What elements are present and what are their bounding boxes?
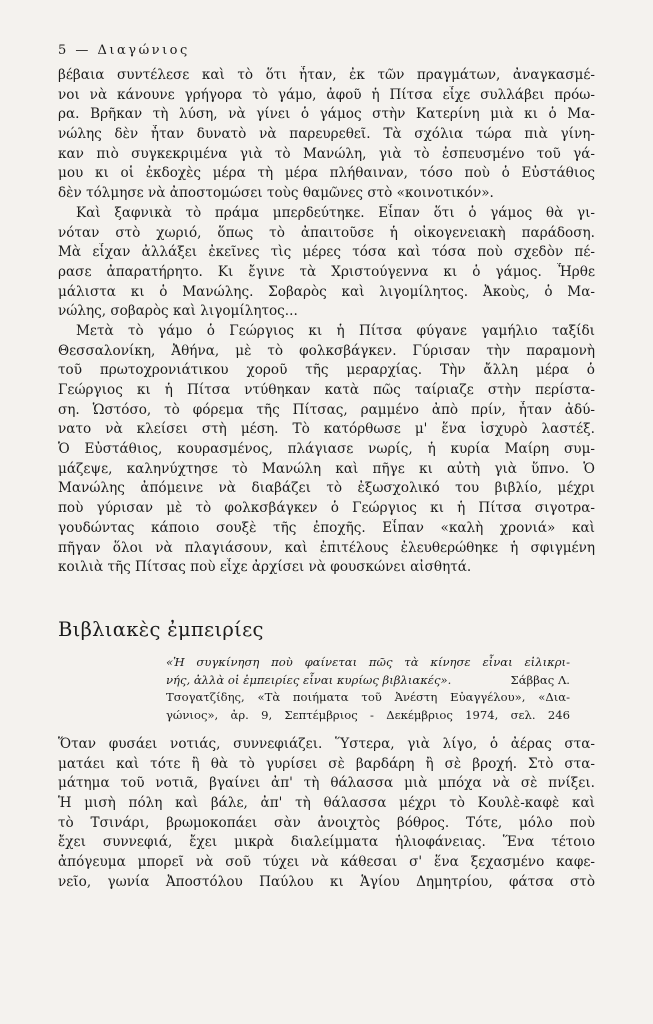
epigraph-line <box>166 672 570 690</box>
running-head: 5 — Διαγώνιος <box>58 43 190 58</box>
text-line: Μὰ εἶχαν ἀλλάξει ἐκεῖνες τὶς μέρες τόσα καὶ τόσα ποὺ σχεδὸν πέ- <box>58 244 595 261</box>
text-line: νώλης δὲν ἦταν δυνατὸ νὰ παρευρεθεῖ. Τὰ σχόλια τώρα πιὰ γίνη- <box>58 126 595 143</box>
text-line: καν πιὸ συγκεκριμένα γιὰ τὸ Μανώλη, γιὰ τὸ ἐσπευσμένο τοῦ γά- <box>58 145 595 162</box>
text-line: μου κι οἱ ἐκδοχὲς μέρα τὴ μέρα πλήθαιναν, τόσο ποὺ ὁ Εὐστάθιος <box>58 165 595 182</box>
text-line: ρασε ἀπαρατήρητο. Κι ἔγινε τὰ Χριστούγεννα κι ὁ γάμος. Ἦρθε <box>58 263 595 280</box>
epigraph-citation-line: Τσογατζίδης, «Τὰ ποιήματα τοῦ Ἀνέστη Εὐαγγέλου», «Δια- <box>166 690 570 705</box>
text-line: ματάει καὶ τότε ἢ θὰ τὸ γυρίσει σὲ βαρδάρη ἢ σὲ βροχή. Στὸ στα- <box>58 755 595 772</box>
text-line: κοιλιὰ τῆς Πίτσας ποὺ εἶχε ἀρχίσει νὰ φουσκώνει αἰσθητά. <box>58 559 472 576</box>
epigraph-quote-line: νής, ἀλλὰ οἱ ἐμπειρίες εἶναι κυρίως βιβλιακές». <box>166 672 452 687</box>
text-line: ἀπόγευμα μπορεῖ νὰ σοῦ τύχει νὰ κάθεσαι σ' ἕνα ξεχασμένο καφε- <box>58 854 595 871</box>
text-line: Θεσσαλονίκη, Ἀθήνα, μὲ τὸ φολκσβάγκεν. Γύρισαν τὴν παραμονὴ <box>58 342 595 359</box>
text-line: νατο νὰ κλείσει στὴ μέση. Τὸ κατόρθωσε μ' ἕνα ἰσχυρὸ λαστέξ. <box>58 421 595 438</box>
text-line: μάζεψε, καληνύχτησε τὸ Μανώλη καὶ πῆγε κι αὐτὴ γιὰ ὕπνο. Ὁ <box>58 460 595 477</box>
body-text-section-2 <box>58 735 595 893</box>
text-line: ση. Ὡστόσο, τὸ φόρεμα τῆς Πίτσας, ραμμένο ἀπὸ πρίν, ἦταν ἀδύ- <box>58 401 595 418</box>
text-line: δὲν τόλμησε νὰ ἀποστομώσει τοὺς θαμῶνες στὸ «κοινοτικόν». <box>58 185 494 202</box>
text-line: γουδώντας κάποιο σουξὲ τῆς ἐποχῆς. Εἶπαν «καλὴ χρονιά» καὶ <box>58 519 595 536</box>
text-line: νεῖο, γωνία Ἀποστόλου Παύλου κι Ἁγίου Δημητρίου, φάτσα στὸ <box>58 873 595 890</box>
epigraph-citation-line: γώνιος», ἀρ. 9, Σεπτέμβριος - Δεκέμβριος 1974, σελ. 246 <box>166 707 570 722</box>
section-heading: Βιβλιακὲς ἐμπειρίες <box>58 618 264 641</box>
text-line: Καὶ ξαφνικὰ τὸ πράμα μπερδεύτηκε. Εἶπαν ὅτι ὁ γάμος θὰ γι- <box>76 204 595 221</box>
text-line: ἔχει συννεφιά, ἔχει μικρὰ διαλείμματα ἡλιοφάνειας. Ἕνα τέτοιο <box>58 834 595 851</box>
text-line: ποὺ γύρισαν μὲ τὸ φολκσβάγκεν ὁ Γεώργιος κι ἡ Πίτσα σιγοτρα- <box>58 500 595 517</box>
text-line: Ὁ Εὐστάθιος, κουρασμένος, πλάγιασε νωρίς, ἡ κυρία Μαίρη συμ- <box>58 441 595 458</box>
text-line: τὸ Τσινάρι, βρωμοκοπάει σὰν ἀνοιχτὸς βόθρος. Τότε, μόλο ποὺ <box>58 814 595 831</box>
body-text-section-1 <box>58 66 595 578</box>
text-line: Μετὰ τὸ γάμο ὁ Γεώργιος κι ἡ Πίτσα φύγανε γαμήλιο ταξίδι <box>76 322 595 339</box>
text-line: Γεώργιος κι ἡ Πίτσα ντύθηκαν κατὰ πῶς ταίριαζε στὴν περίστα- <box>58 382 595 398</box>
text-line: νόταν στὸ χωριό, ὅπως τὸ ἀπαιτοῦσε ἡ οἰκογενειακὴ παράδοση. <box>58 224 595 241</box>
epigraph-author: Σάββας Λ. <box>510 672 570 687</box>
text-line: μάτημα τοῦ νοτιᾶ, βγαίνει ἀπ' τὴ θάλασσα μιὰ μπόχα νὰ σὲ πνίξει. <box>58 775 595 792</box>
text-line: πῆγαν ὅλοι νὰ πλαγιάσουν, καὶ ἐπιτέλους ἐλευθερώθηκε ἡ σφιγμένη <box>58 539 595 556</box>
text-line: Μανώλης ἀπόμεινε νὰ διαβάζει τὸ ἐξωσχολικό του βιβλίο, μέχρι <box>58 480 595 497</box>
text-line: νοι νὰ κάνουνε γρήγορα τὸ γάμο, ἀφοῦ ἡ Πίτσα εἶχε συλλάβει πρόω- <box>58 86 595 103</box>
text-line: Ἡ μισὴ πόλη καὶ βάλε, ἀπ' τὴ θάλασσα μέχρι τὸ Κουλὲ-καφὲ καὶ <box>58 795 595 812</box>
epigraph <box>166 654 570 724</box>
text-line: μάλιστα κι ὁ Μανώλης. Σοβαρὸς καὶ λιγομίλητος. Ἀκοὺς, ὁ Μα- <box>58 283 595 300</box>
text-line: Ὅταν φυσάει νοτιάς, συννεφιάζει. Ὕστερα, γιὰ λίγο, ὁ ἀέρας στα- <box>58 736 595 752</box>
text-line: νώλης, σοβαρὸς καὶ λιγομίλητος... <box>58 303 298 320</box>
epigraph-quote-line: «Ἡ συγκίνηση ποὺ φαίνεται πῶς τὰ κίνησε εἶναι εἰλικρι- <box>166 655 570 669</box>
text-line: βέβαια συντέλεσε καὶ τὸ ὅτι ἦταν, ἐκ τῶν πραγμάτων, ἀναγκασμέ- <box>58 67 595 83</box>
text-line: τοῦ πρωτοχρονιάτικου χοροῦ τῆς μεραρχίας. Τὴν ἄλλη μέρα ὁ <box>58 362 595 379</box>
text-line: ρα. Βρῆκαν τὴ λύση, νὰ γίνει ὁ γάμος στὴν Κατερίνη μιὰ κι ὁ Μα- <box>58 106 595 123</box>
